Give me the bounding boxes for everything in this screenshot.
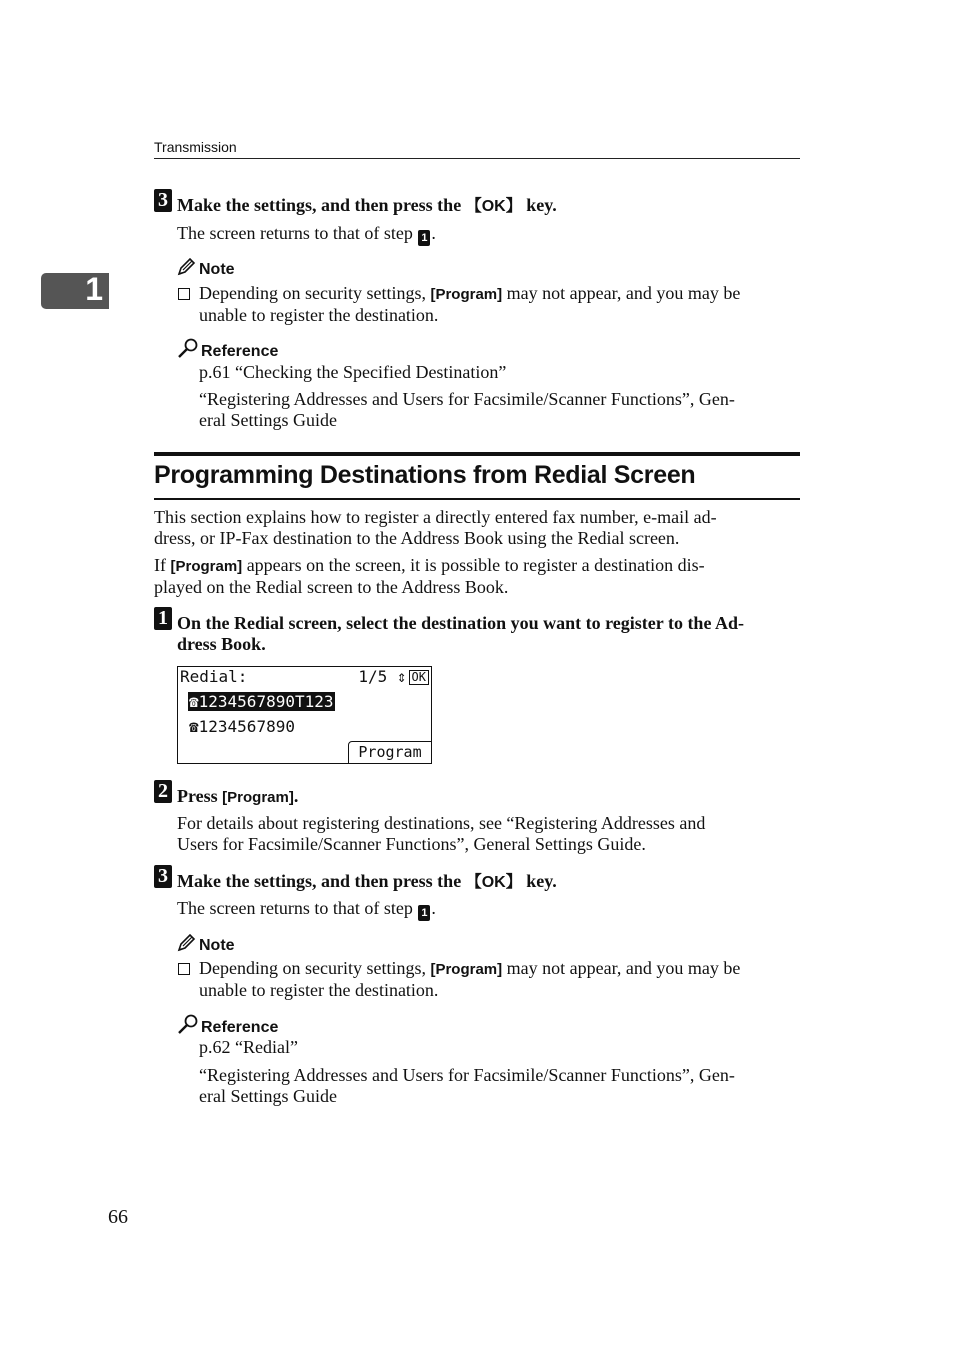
section-intro: This section explains how to register a directly entered fax number, e-mail ad- dress, or IP-Fax destination to the Address Book using the Redial screen. — [154, 507, 717, 548]
redial-entry-selected[interactable]: ☎1234567890T123 — [189, 692, 334, 711]
step-ref-badge: 1 — [418, 230, 430, 246]
program-key-label: [Program] — [430, 961, 503, 978]
magnifier-icon — [177, 1014, 199, 1034]
lcd-page-count: 1/5 — [358, 667, 388, 686]
reference-link[interactable]: p.62 “Redial” — [199, 1037, 298, 1057]
lcd-ok-button[interactable]: OK — [409, 670, 429, 685]
running-header: Transmission — [154, 139, 237, 155]
section-rule-top — [154, 452, 800, 456]
redial-lcd-screen — [177, 666, 432, 764]
step-title: Make the settings, and then press the 【OK】 key. — [177, 195, 557, 215]
reference-link[interactable]: “Registering Addresses and Users for Facsimile/Scanner Functions”, Gen- eral Settings Guide — [199, 1065, 735, 1106]
step-number: 2 — [154, 780, 172, 803]
pencil-icon — [177, 258, 197, 276]
reference-link[interactable]: “Registering Addresses and Users for Facsimile/Scanner Functions”, Gen- eral Settings Guide — [199, 389, 735, 430]
section-paragraph: If [Program] appears on the screen, it is possible to register a destination dis- played on the Redial screen to the Address Book. — [154, 555, 705, 597]
ok-key-label: 【OK】 — [465, 874, 522, 891]
step-title: On the Redial screen, select the destination you want to register to the Ad- dress Book. — [177, 613, 744, 654]
step-body: The screen returns to that of step 1 . — [177, 898, 436, 919]
program-key-label: [Program] — [222, 789, 294, 806]
lcd-page-indicator — [358, 667, 429, 687]
program-key-label: [Program] — [170, 558, 243, 575]
step-title: Make the settings, and then press the 【OK】 key. — [177, 871, 557, 891]
page-number: 66 — [108, 1206, 128, 1228]
phone-icon: ☎ — [189, 717, 199, 736]
step-number: 3 — [154, 189, 172, 212]
note-text: Depending on security settings, [Program] may not appear, and you may be unable to register the destination. — [199, 283, 741, 325]
section-rule-bottom — [154, 498, 800, 500]
note-text: Depending on security settings, [Program] may not appear, and you may be unable to register the destination. — [199, 958, 741, 1000]
scroll-arrows-icon[interactable]: ⇕ — [396, 667, 407, 686]
step-body: The screen returns to that of step 1 . — [177, 223, 436, 244]
section-title: Programming Destinations from Redial Screen — [154, 461, 696, 489]
step-number: 1 — [154, 607, 172, 630]
step-number: 3 — [154, 865, 172, 888]
magnifier-icon — [177, 338, 199, 358]
ok-key-label: 【OK】 — [465, 198, 522, 215]
phone-icon: ☎ — [189, 692, 199, 711]
note-heading: Note — [177, 934, 235, 955]
note-heading: Note — [177, 258, 235, 279]
checkbox-icon — [178, 287, 190, 305]
step-ref-badge: 1 — [418, 905, 430, 921]
step-body: For details about registering destinations, see “Registering Addresses and Users for Facsimile/Scanner Functions”, General Settings Guide. — [177, 813, 706, 854]
reference-heading: Reference — [177, 338, 278, 361]
header-divider — [154, 158, 800, 159]
reference-heading: Reference — [177, 1014, 278, 1037]
program-button[interactable]: Program — [348, 741, 432, 764]
program-key-label: [Program] — [430, 286, 503, 303]
reference-link[interactable]: p.61 “Checking the Specified Destination” — [199, 362, 507, 382]
step-title: Press [Program]. — [177, 786, 299, 806]
pencil-icon — [177, 934, 197, 952]
checkbox-icon — [178, 962, 190, 980]
lcd-label: Redial: — [180, 667, 248, 686]
chapter-number: 1 — [85, 271, 103, 307]
chapter-tab — [41, 273, 109, 309]
redial-entry[interactable]: ☎1234567890 — [189, 717, 295, 736]
